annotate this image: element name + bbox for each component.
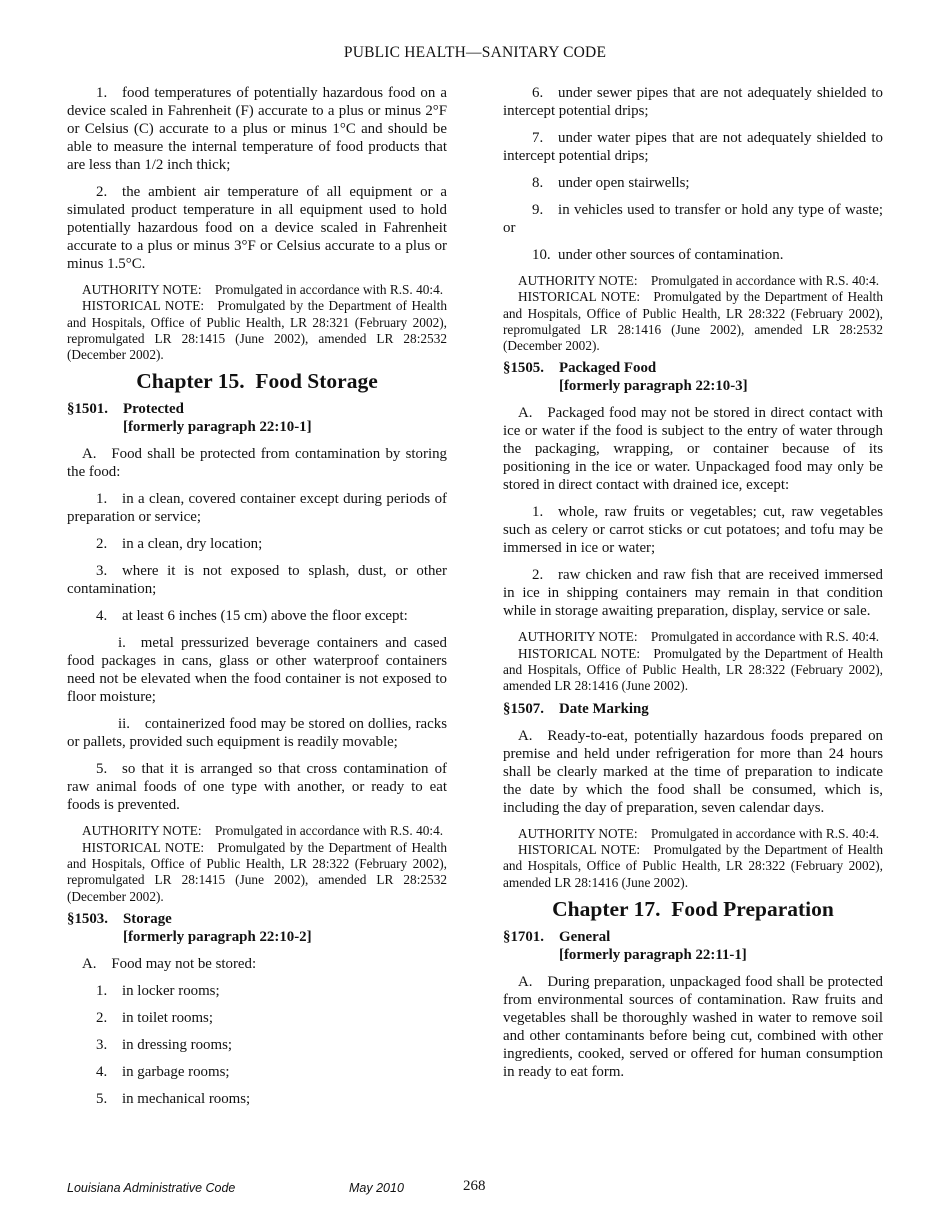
footer-source: Louisiana Administrative Code <box>67 1181 236 1195</box>
list-item: 4. in garbage rooms; <box>96 1063 230 1080</box>
section-title: Storage <box>123 910 172 927</box>
section-title: General <box>559 928 611 945</box>
paragraph: 1. in a clean, covered container except during periods of preparation or service; <box>67 491 447 526</box>
paragraph: ii. containerized food may be stored on dollies, racks or pallets, provided such equipment is readily movable; <box>67 716 447 751</box>
paragraph: 10. under other sources of contamination. <box>532 247 784 263</box>
section-subtitle: [formerly paragraph 22:10-3] <box>559 378 748 395</box>
running-header: PUBLIC HEALTH—SANITARY CODE <box>343 44 607 61</box>
authority-note: AUTHORITY NOTE: Promulgated in accordance with R.S. 40:4. <box>518 629 880 645</box>
authority-note: AUTHORITY NOTE: Promulgated in accordance with R.S. 40:4. <box>82 823 444 839</box>
historical-note: HISTORICAL NOTE: Promulgated by the Department of Health and Hospitals, Office of Public Health, LR 28:322 (February 2002), amended LR 28:1416 (June 2002). <box>503 645 883 694</box>
section-subtitle: [formerly paragraph 22:10-1] <box>123 419 312 436</box>
right-column <box>503 84 883 1090</box>
paragraph: 8. under open stairwells; <box>532 175 690 191</box>
page-number: 268 <box>463 1178 486 1194</box>
historical-note: HISTORICAL NOTE: Promulgated by the Department of Health and Hospitals, Office of Public Health, LR 28:322 (February 2002), repromulgated LR 28:1415 (June 2002), amended LR 28:2532 (December 2002). <box>67 839 447 904</box>
paragraph: A. Ready-to-eat, potentially hazardous foods prepared on premise and held under refrigeration for more than 24 hours shall be clearly marked at the time of preparation to indicate the date by which the food shall be consumed, which is, including the day of preparation, seven calendar days. <box>503 727 883 816</box>
section-title: Packaged Food <box>559 360 657 377</box>
section-number: §1503. <box>67 910 108 927</box>
section-number: §1501. <box>67 401 108 418</box>
section-heading <box>67 400 447 436</box>
historical-note: HISTORICAL NOTE: Promulgated by the Department of Health and Hospitals, Office of Public Health, LR 28:322 (February 2002), amended LR 28:1416 (June 2002). <box>503 841 883 890</box>
paragraph: 3. where it is not exposed to splash, dust, or other contamination; <box>67 563 447 598</box>
section-heading <box>67 910 447 946</box>
authority-note: AUTHORITY NOTE: Promulgated in accordance with R.S. 40:4. <box>82 282 444 297</box>
section-subtitle: [formerly paragraph 22:11-1] <box>559 946 747 963</box>
paragraph: 4. at least 6 inches (15 cm) above the floor except: <box>96 608 408 625</box>
chapter-heading: Chapter 15. Food Storage <box>136 369 378 394</box>
paragraph: 6. under sewer pipes that are not adequately shielded to intercept potential drips; <box>503 85 883 119</box>
paragraph: 9. in vehicles used to transfer or hold any type of waste; or <box>503 202 883 236</box>
list-item: 3. in dressing rooms; <box>96 1036 233 1053</box>
paragraph: 7. under water pipes that are not adequately shielded to intercept potential drips; <box>503 130 883 164</box>
paragraph: 2. raw chicken and raw fish that are received immersed in ice in shipping containers may remain in that condition while in storage awaiting preparation, display, service or sale. <box>503 567 883 620</box>
section-number: §1507. <box>503 700 544 717</box>
paragraph: A. Food shall be protected from contamination by storing the food: <box>67 446 447 481</box>
chapter-heading: Chapter 17. Food Preparation <box>552 896 834 921</box>
section-heading <box>503 928 883 964</box>
historical-note: HISTORICAL NOTE: Promulgated by the Department of Health and Hospitals, Office of Public Health, LR 28:321 (February 2002), repromulgated LR 28:1415 (June 2002), amended LR 28:2532 (December 2002). <box>67 298 447 363</box>
authority-note: AUTHORITY NOTE: Promulgated in accordance with R.S. 40:4. <box>518 825 880 841</box>
historical-note: HISTORICAL NOTE: Promulgated by the Department of Health and Hospitals, Office of Public Health, LR 28:322 (February 2002), repromulgated LR 28:1416 (June 2002), amended LR 28:2532 (December 2002). <box>503 289 883 354</box>
section-heading <box>503 700 883 718</box>
authority-note: AUTHORITY NOTE: Promulgated in accordance with R.S. 40:4. <box>518 273 880 288</box>
paragraph: A. During preparation, unpackaged food shall be protected from environmental sources of contamination. Raw fruits and vegetables shall be thoroughly washed in water to remove soil and other contaminants before being cut, combined with other ingredients, cooked, served or offered for human consumption in ready to eat form. <box>503 973 883 1080</box>
section-number: §1505. <box>503 360 544 377</box>
paragraph: A. Packaged food may not be stored in direct contact with ice or water if the food is subject to the entry of water through the packaging, wrapping, or container because of its positioning in the ice or water. Unpackaged food may only be stored in direct contact with drained ice, except: <box>503 405 883 494</box>
section-subtitle: [formerly paragraph 22:10-2] <box>123 928 312 945</box>
paragraph: 5. so that it is arranged so that cross contamination of raw animal foods of one type with another, or ready to eat foods is prevented. <box>67 761 447 814</box>
section-title: Protected <box>123 401 184 418</box>
footer-date: May 2010 <box>349 1181 404 1195</box>
list-item: 1. in locker rooms; <box>96 982 220 999</box>
section-number: §1701. <box>503 928 544 945</box>
paragraph: 2. the ambient air temperature of all equipment or a simulated product temperature in all equipment used to hold potentially hazardous food on a device scaled in Fahrenheit accurate to a plus or minus 3°F or Celsius accurate to a plus or minus 1.5°C. <box>67 184 447 272</box>
paragraph: 2. in a clean, dry location; <box>96 536 263 553</box>
left-column <box>67 84 447 1117</box>
list-item: 5. in mechanical rooms; <box>96 1090 251 1107</box>
paragraph: A. Food may not be stored: <box>82 955 257 972</box>
paragraph: i. metal pressurized beverage containers and cased food packages in cans, glass or other waterproof containers need not be elevated when the food container is not exposed to floor moisture; <box>67 635 447 706</box>
paragraph: 1. food temperatures of potentially hazardous food on a device scaled in Fahrenheit (F) accurate to a plus or minus 2°F or Celsius (C) accurate to a plus or minus 1°C and should be able to measure the internal temperature of food products that are less than 1/2 inch thick; <box>67 85 447 173</box>
section-title: Date Marking <box>559 700 649 717</box>
list-item: 2. in toilet rooms; <box>96 1009 213 1026</box>
section-heading <box>503 359 883 395</box>
paragraph: 1. whole, raw fruits or vegetables; cut, raw vegetables such as celery or carrot sticks or cut potatoes; and tofu may be immersed in ice or water; <box>503 504 883 557</box>
